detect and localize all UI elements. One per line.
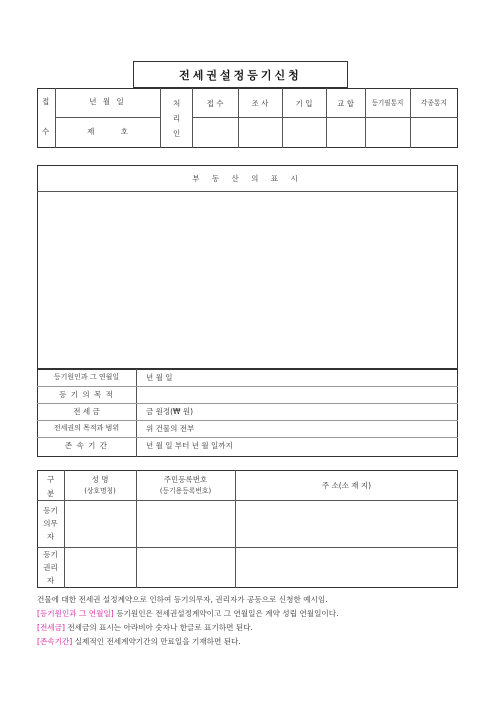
label-deposit: 전 세 금: [73, 407, 100, 416]
gubun-label-2: 분: [47, 489, 55, 498]
holder-label-3: 자: [46, 576, 55, 585]
name-header: 성 명: [91, 475, 109, 484]
document-title: 전세권설정등기신청: [179, 69, 302, 82]
name-subheader: (상호명칭): [84, 487, 116, 495]
col-receipt: 접 수: [206, 99, 224, 108]
processor-label-1: 처: [173, 99, 181, 108]
processor-label-3: 인: [173, 129, 181, 138]
obligor-label-2: 의무: [43, 519, 58, 528]
property-header: 부 동 산 의 표 시: [192, 174, 303, 183]
note-3-prefix: [전세금]: [37, 623, 65, 632]
col-inspect: 조 사: [251, 99, 269, 108]
gubun-label-1: 구: [47, 475, 55, 484]
value-deposit: 금 원정(₩ 원): [146, 407, 194, 416]
receipt-number: 제 호: [87, 127, 128, 136]
label-scope: 전세권의 목적과 범위: [53, 424, 120, 432]
value-scope: 위 건물의 전부: [146, 424, 195, 433]
property-box: [37, 165, 458, 369]
note-line-3: [전세금] 전세금의 표시는 아라비아 숫자나 한글로 표기하면 된다.: [37, 623, 253, 632]
holder-label-2: 권리: [43, 563, 58, 572]
note-line-2: [등기원인과 그 연월일] 등기원인은 전세권설정계약이고 그 연월일은 계약 성립 연월일이다.: [37, 609, 339, 618]
receipt-label-su: 수: [42, 127, 50, 136]
id-header: 주민등록번호: [163, 475, 208, 484]
obligor-label-3: 자: [46, 532, 55, 541]
value-cause-date: 년 월 일: [146, 373, 173, 382]
label-cause-date: 등기원인과 그 연월일: [53, 373, 120, 381]
label-purpose: 등 기 의 목 적: [59, 390, 114, 399]
col-completion-notice: 등기필통지: [371, 99, 404, 107]
title-box: [133, 61, 348, 88]
note-line-4: [존속기간] 실제적인 전세계약기간의 만료일을 기재하면 된다.: [37, 637, 241, 646]
receipt-label-jeop: 접: [42, 97, 50, 106]
address-header: 주 소(소 재 지): [321, 481, 372, 490]
id-subheader: (등기용등록번호): [159, 487, 212, 495]
label-term: 존 속 기 간: [64, 441, 109, 450]
col-entry: 기 입: [295, 99, 313, 108]
value-term: 년 월 일 부터 년 월 일까지: [146, 441, 233, 450]
note-4-prefix: [존속기간]: [37, 637, 73, 646]
obligor-label-1: 등기: [43, 506, 58, 515]
holder-label-1: 등기: [43, 550, 58, 559]
processor-label-2: 리: [173, 114, 181, 123]
col-verify: 교 합: [337, 99, 354, 108]
receipt-date: 년 월 일: [89, 97, 126, 106]
note-line-1: 건물에 대한 전세권 설정계약으로 인하여 등기의무자, 권리자가 공동으로 신청한 예시임.: [37, 595, 328, 604]
note-2-prefix: [등기원인과 그 연월일]: [37, 609, 114, 618]
col-various-notice: 각종통지: [420, 99, 448, 107]
